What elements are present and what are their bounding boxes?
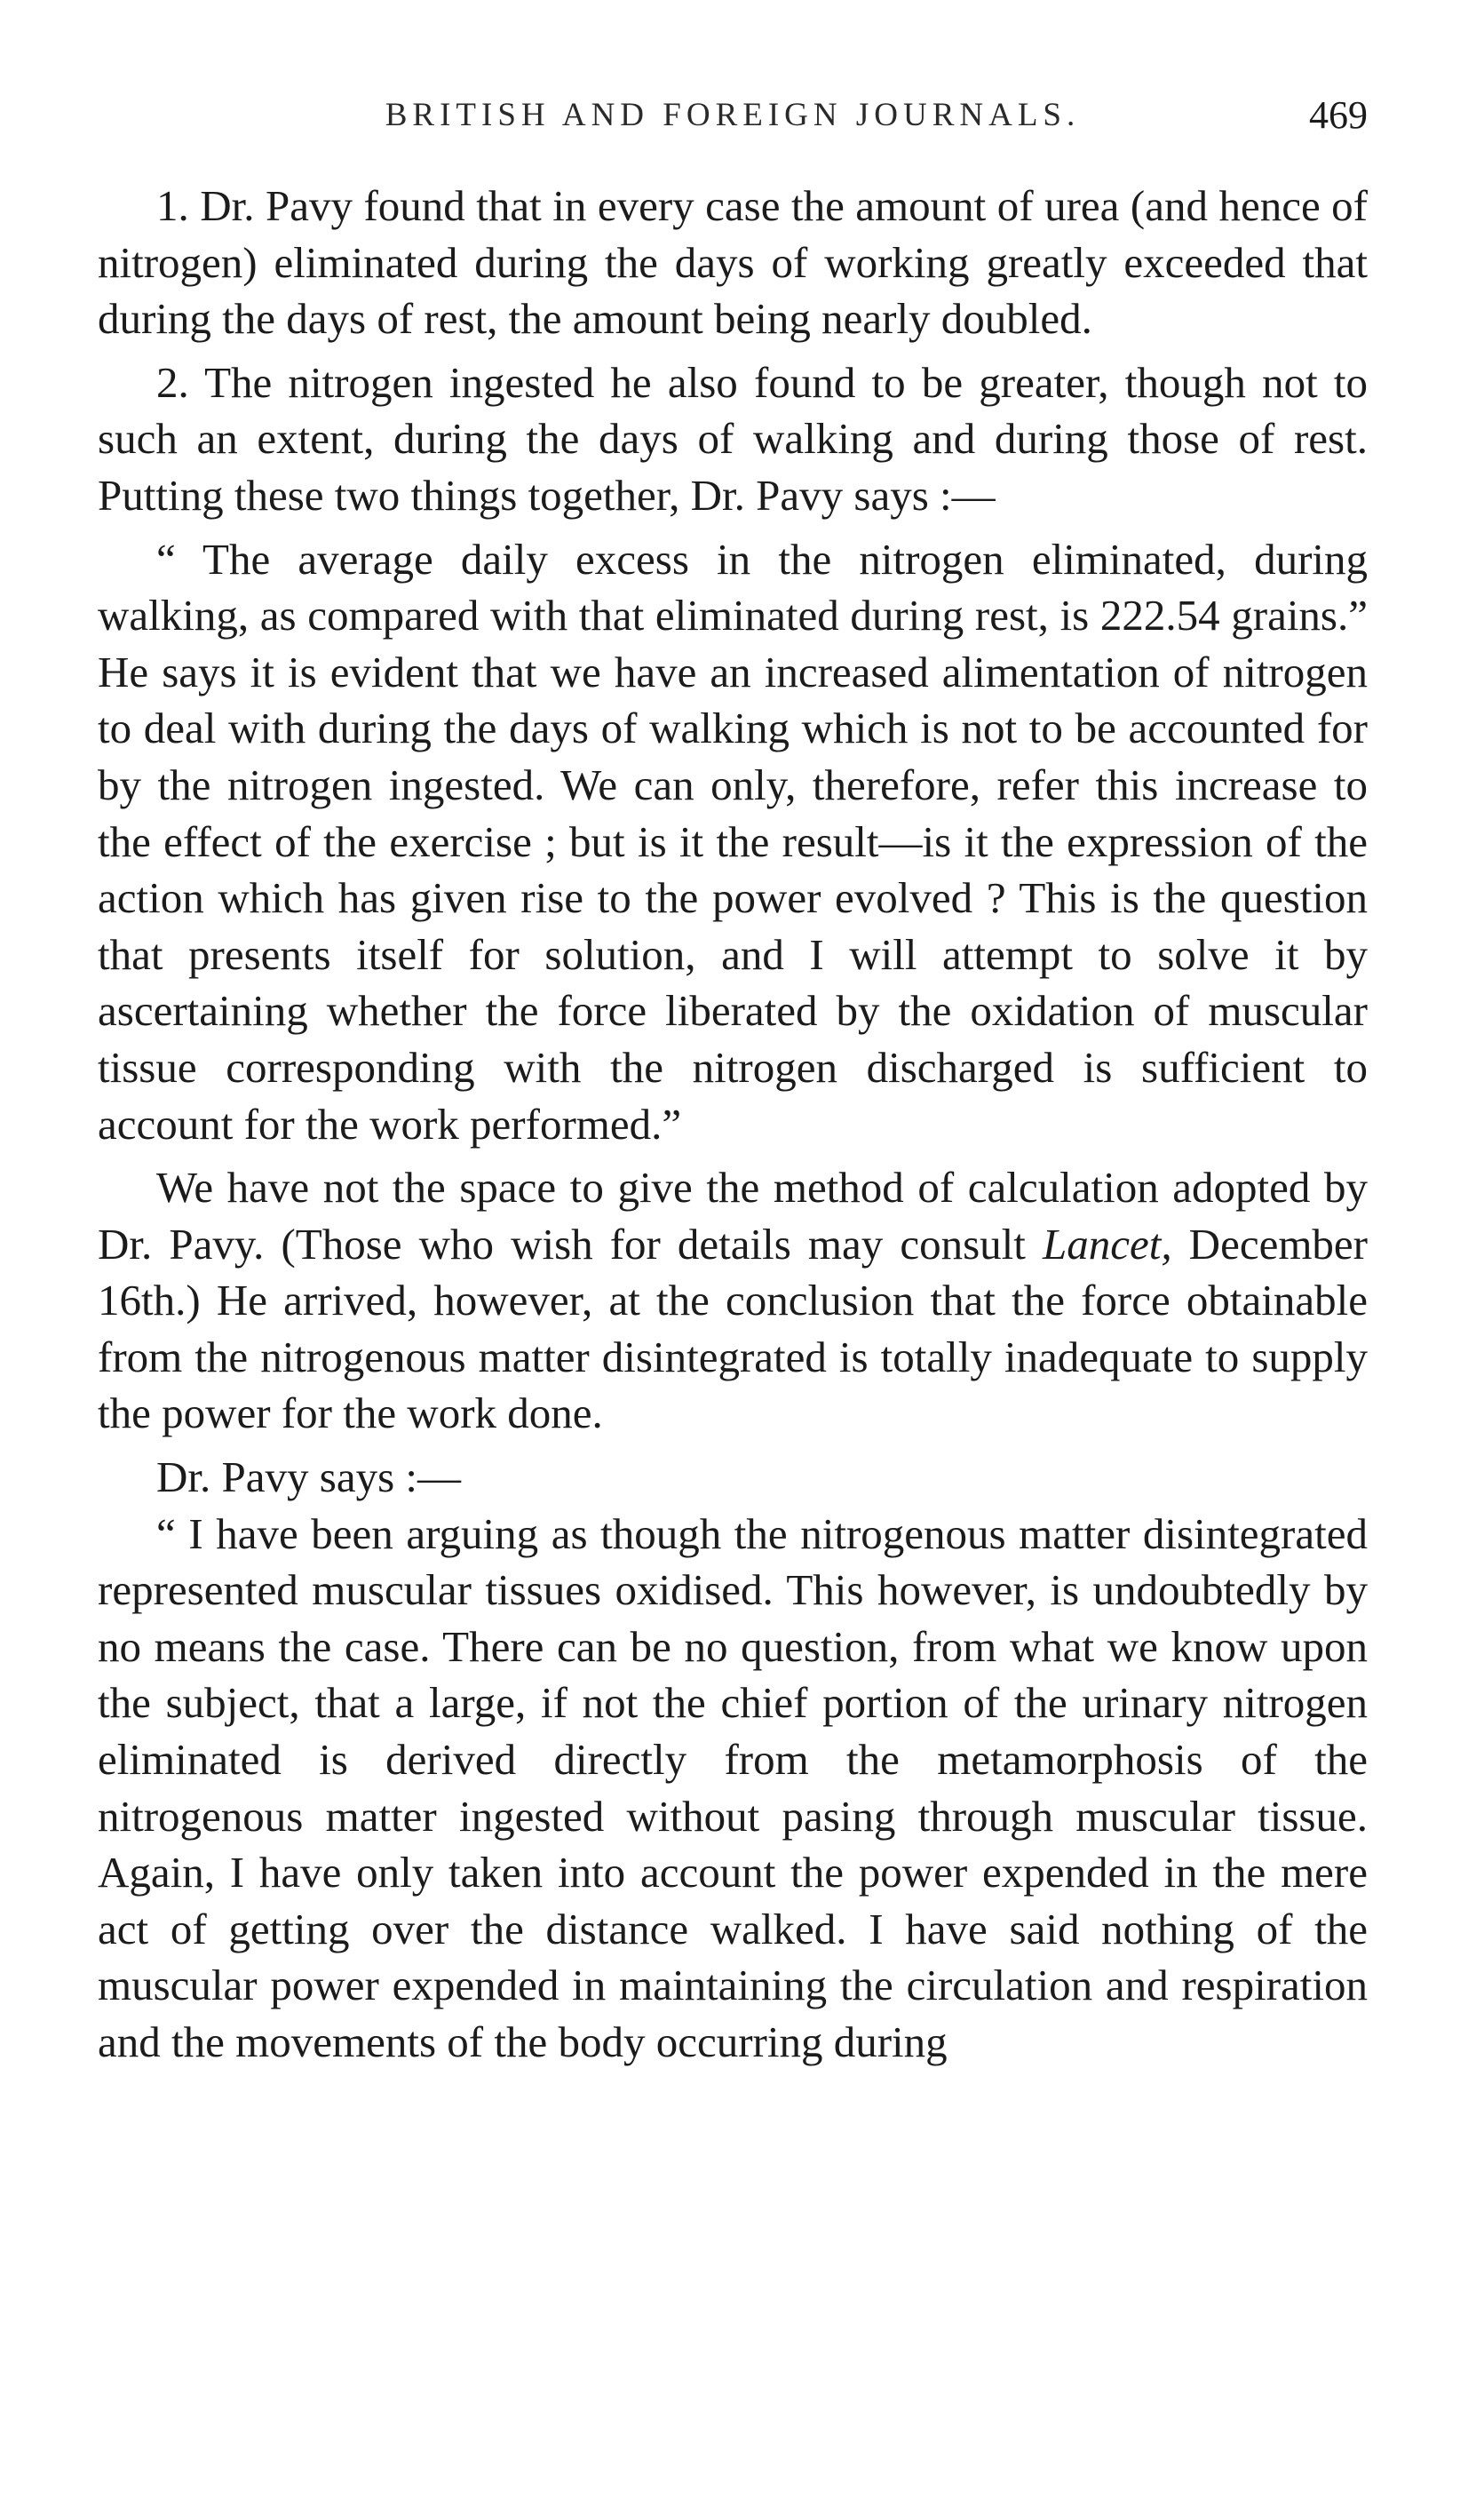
paragraph-5: Dr. Pavy says :— [156, 1452, 461, 1502]
page-number: 469 [1309, 93, 1368, 137]
paragraph-4-text-b: December 16th.) He arrived, however, at the conclusion that the force obtainable from the nitrogenous matter disintegrated is totally inadequate to supply the power for the work done. [98, 1219, 1368, 1438]
body-text [98, 178, 1368, 2071]
journal-title-lancet: Lancet, [1042, 1219, 1172, 1269]
running-head [98, 89, 1368, 142]
paragraph-1: 1. Dr. Pavy found that in every case the amount of urea (and hence of nitrogen) eliminated during the days of working greatly exceeded that during the days of rest, the amount being nearly doubled. [98, 181, 1368, 344]
paragraph-2: 2. The nitrogen ingested he also found to be greater, though not to such an extent, during the days of walking and during those of rest. Putting these two things together, Dr. Pavy says :— [98, 357, 1368, 520]
paragraph-4 [98, 1159, 1368, 1442]
paragraph-6-quotation: “ I have been arguing as though the nitrogenous matter disintegrated represented muscular tissues oxidised. This however, is undoubtedly by no means the case. There can be no question, from what we know upon the subject, that a large, if not the chief portion of the urinary nitrogen eliminated is derived directly from the metamorphosis of the nitrogenous matter ingested without pasing through muscular tissue. Again, I have only taken into account the power expended in the mere act of getting over the distance walked. I have said nothing of the muscular power expended in maintaining the circulation and respiration and the movements of the body occurring during [98, 1508, 1368, 2066]
paragraph-3-quotation: “ The average daily excess in the nitrogen eliminated, during walking, as compared with that eliminated during rest, is 222.54 grains.” He says it is evident that we have an increased alimentation of nitrogen to deal with during the days of walking which is not to be accounted for by the nitrogen ingested. We can only, therefore, refer this increase to the effect of the exercise ; but is it the result—is it the expression of the action which has given rise to the power evolved ? This is the question that presents itself for solution, and I will attempt to solve it by ascertaining whether the force liberated by the oxidation of muscular tissue corresponding with the nitrogen discharged is sufficient to account for the work performed.” [98, 534, 1368, 1149]
paragraph-4-text-a: We have not the space to give the method of calculation adopted by Dr. Pavy. (Those who wish for details may consult [98, 1163, 1368, 1269]
running-head-title: BRITISH AND FOREIGN JOURNALS. [385, 97, 1081, 133]
